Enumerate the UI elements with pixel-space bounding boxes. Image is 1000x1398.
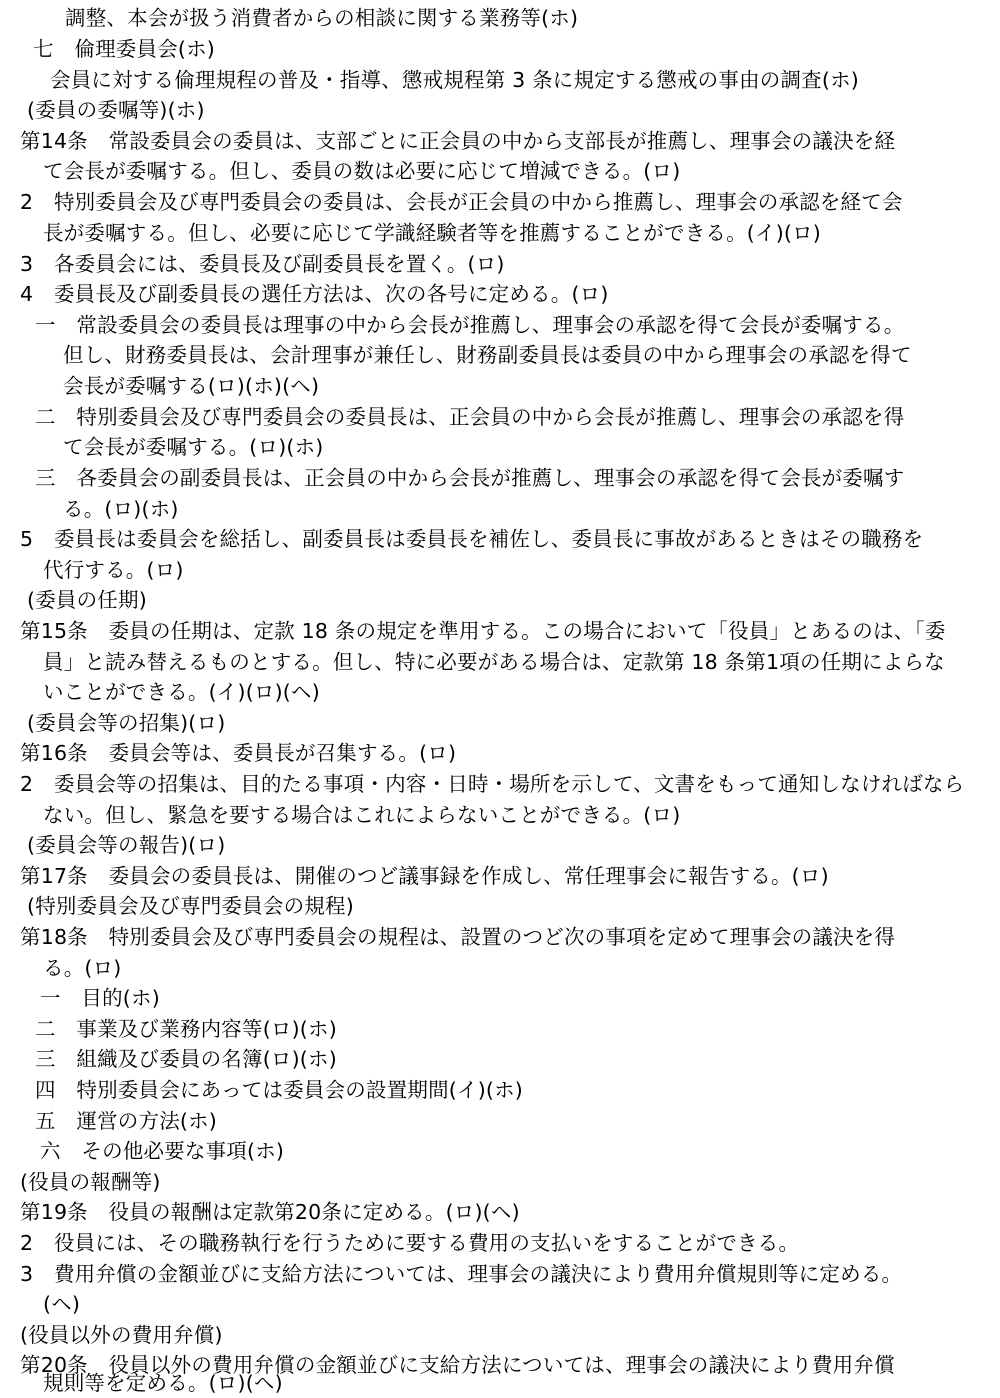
clause-line: 2 委員会等の招集は、目的たる事項・内容・日時・場所を示して、文書をもって通知しなければなら [20, 772, 965, 796]
clause-line: 5 委員長は委員会を総括し、副委員長は委員長を補佐し、委員長に事故があるときはその職務を [20, 527, 924, 551]
item-line: 二 特別委員会及び専門委員会の委員長は、正会員の中から会長が推薦し、理事会の承認を得 [35, 405, 905, 429]
item-heading: 七 倫理委員会(ホ) [33, 37, 215, 61]
clause-line: 4 委員長及び副委員長の選任方法は、次の各号に定める。(ロ) [20, 282, 609, 306]
item-line: 一 目的(ホ) [40, 986, 160, 1010]
text-line: て会長が委嘱する。(ロ)(ホ) [63, 435, 324, 459]
article-line: 第20条 役員以外の費用弁償の金額並びに支給方法については、理事会の議決により費用弁償 [20, 1353, 895, 1377]
item-line: 一 常設委員会の委員長は理事の中から会長が推薦し、理事会の承認を得て会長が委嘱する。 [35, 313, 905, 337]
text-line: ない。但し、緊急を要する場合はこれによらないことができる。(ロ) [43, 803, 681, 827]
article-caption: (特別委員会及び専門委員会の規程) [27, 894, 354, 918]
item-line: 六 その他必要な事項(ホ) [40, 1139, 285, 1163]
article-line: 第14条 常設委員会の委員は、支部ごとに正会員の中から支部長が推薦し、理事会の議決を経 [20, 129, 896, 153]
text-line: 規則等を定める。(ロ)(ヘ) [43, 1371, 283, 1395]
article-caption: (役員以外の費用弁償) [20, 1323, 223, 1347]
article-line: 第17条 委員会の委員長は、開催のつど議事録を作成し、常任理事会に報告する。(ロ) [20, 864, 829, 888]
article-line: 第16条 委員会等は、委員長が召集する。(ロ) [20, 741, 457, 765]
article-caption: (委員の委嘱等)(ホ) [27, 98, 205, 122]
article-caption: (委員の任期) [27, 588, 147, 612]
text-line: 代行する。(ロ) [43, 558, 184, 582]
text-line: て会長が委嘱する。但し、委員の数は必要に応じて増減できる。(ロ) [43, 159, 681, 183]
article-caption: (委員会等の報告)(ロ) [27, 833, 226, 857]
text-line: いことができる。(イ)(ロ)(ヘ) [43, 680, 320, 704]
text-line: る。(ロ) [43, 956, 122, 980]
item-line: 四 特別委員会にあっては委員会の設置期間(イ)(ホ) [35, 1078, 523, 1102]
item-line: 二 事業及び業務内容等(ロ)(ホ) [35, 1017, 337, 1041]
clause-line: 3 費用弁償の金額並びに支給方法については、理事会の議決により費用弁償規則等に定める。 [20, 1262, 903, 1286]
text-line: 但し、財務委員長は、会計理事が兼任し、財務副委員長は委員の中から理事会の承認を得て [63, 343, 912, 367]
article-line: 第15条 委員の任期は、定款 18 条の規定を準用する。この場合において「役員」とあるのは、「委 [20, 619, 946, 643]
article-caption: (役員の報酬等) [20, 1170, 161, 1194]
text-line: (ヘ) [43, 1292, 81, 1316]
item-line: 三 各委員会の副委員長は、正会員の中から会長が推薦し、理事会の承認を得て会長が委嘱す [35, 466, 905, 490]
item-line: 三 組織及び委員の名簿(ロ)(ホ) [35, 1047, 337, 1071]
article-line: 第18条 特別委員会及び専門委員会の規程は、設置のつど次の事項を定めて理事会の議決を得 [20, 925, 896, 949]
text-line: る。(ロ)(ホ) [63, 497, 179, 521]
text-line: 長が委嘱する。但し、必要に応じて学識経験者等を推薦することができる。(イ)(ロ) [43, 221, 821, 245]
text-line: 調整、本会が扱う消費者からの相談に関する業務等(ホ) [65, 6, 579, 30]
item-line: 五 運営の方法(ホ) [35, 1109, 217, 1133]
text-line: 員」と読み替えるものとする。但し、特に必要がある場合は、定款第 18 条第1項の任期によらな [43, 650, 945, 674]
clause-line: 2 役員には、その職務執行を行うために要する費用の支払いをすることができる。 [20, 1231, 800, 1255]
clause-line: 2 特別委員会及び専門委員会の委員は、会長が正会員の中から推薦し、理事会の承認を経て会 [20, 190, 903, 214]
article-caption: (委員会等の招集)(ロ) [27, 711, 226, 735]
text-line: 会長が委嘱する(ロ)(ホ)(ヘ) [63, 374, 320, 398]
clause-line: 3 各委員会には、委員長及び副委員長を置く。(ロ) [20, 252, 505, 276]
article-line: 第19条 役員の報酬は定款第20条に定める。(ロ)(ヘ) [20, 1200, 520, 1224]
text-line: 会員に対する倫理規程の普及・指導、懲戒規程第 3 条に規定する懲戒の事由の調査(ホ) [50, 68, 859, 92]
